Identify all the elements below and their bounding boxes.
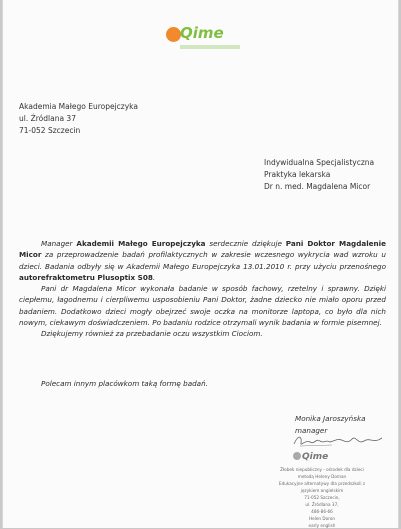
device-name: autorefraktometru Plusoptix S08 (19, 272, 153, 282)
company-stamp (278, 452, 371, 528)
org-name: Akademii Małego Europejczyka (76, 239, 206, 248)
stamp-line: Edukacyjne alternatywy dla przedszkoli z językiem angielskim (278, 481, 366, 493)
paragraph-description: Pani dr Magdalena Micor wykonała badanie w sposób fachowy, rzetelny i sprawny. Dzięki ciepłemu, łagodnemu i cierpliwemu usposobieniu Pani Doktor, żadne dziecko nie miało oporu przed badaniem. Dodatkowo dzieci mogły obejrzeć swoje oczka na monitorze laptopa, co było dla nich nowym, ciekawym doświadczeniem. Po badaniu rodzice otrzymali wynik badania w formie pisemnej. (19, 284, 386, 328)
recipient-address (264, 157, 374, 193)
signatory-name: Monika Jaroszyńska (295, 414, 366, 423)
stamp-line: Żłobek niepubliczny - ośrodek dla dzieci metodą Heleny Doman (280, 467, 364, 479)
closing-line: Polecam innym placówkom taką formę badań. (41, 379, 208, 388)
text-span: Manager (41, 239, 77, 248)
paragraph-thanks (19, 238, 386, 283)
stamp-line: 71-052 Szczecin, (304, 495, 340, 500)
stamp-text (277, 466, 367, 529)
sender-line: Akademia Małego Europejczyka (19, 102, 138, 111)
letter-body (19, 238, 386, 340)
logo-underline (180, 45, 240, 49)
stamp-line: early english (308, 523, 336, 528)
recipient-line: Dr n. med. Magdalena Micor (264, 182, 371, 191)
stamp-logo-icon (293, 452, 301, 460)
letter-page (2, 0, 399, 528)
stamp-line: Helen Doron (308, 516, 336, 521)
header-logo (166, 23, 242, 53)
handwritten-signature (292, 433, 384, 449)
paragraph-thanks-aunts: Dziękujemy również za przebadanie oczu wszystkim Ciociom. (41, 329, 263, 339)
doctor-name: Pani Doktor Magdalenie Micor (19, 239, 386, 260)
stamp-line: ul. Źródlana 37, (305, 502, 339, 507)
recipient-line: Praktyka lekarska (264, 170, 331, 179)
school-logo-icon (166, 27, 181, 42)
text-span: serdecznie dziękuje (205, 239, 286, 248)
text-span: za przeprowadzenie badań profilaktycznych w zakresie wczesnego wykrycia wad wzroku u dzieci. Badania odbyły się w Akademii Małego Europejczyka 13.01.2010 r. przy użyciu przenośnego (19, 250, 386, 271)
sender-address (19, 101, 138, 137)
logo-text: Qime (180, 24, 224, 42)
stamp-line: 486-86-66 (311, 509, 333, 514)
signatory-role: manager (295, 426, 328, 435)
recipient-line: Indywidualna Specjalistyczna (264, 158, 375, 167)
stamp-logo-text: Qime (302, 452, 329, 462)
stamp-logo (293, 452, 328, 462)
text-span: . (152, 272, 156, 282)
sender-line: 71-052 Szczecin (19, 126, 81, 135)
sender-line: ul. Źródlana 37 (19, 114, 76, 123)
